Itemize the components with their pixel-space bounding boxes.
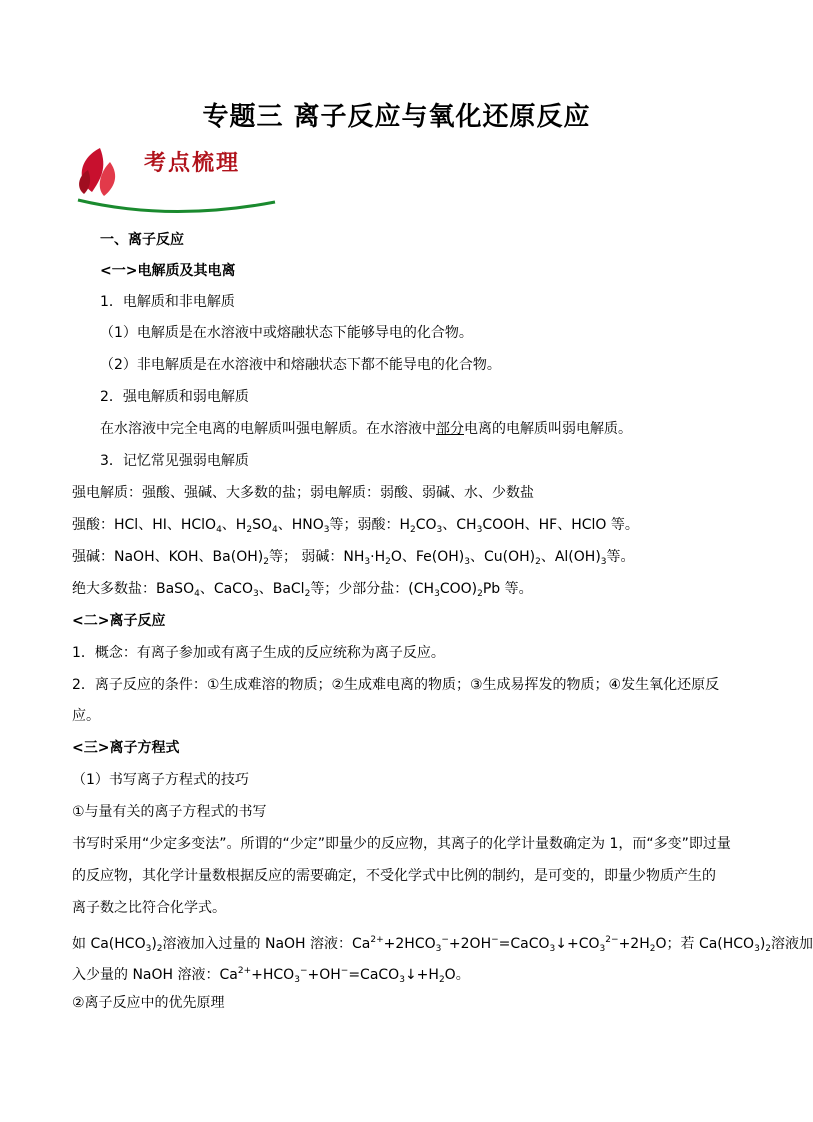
item-heading: 1．电解质和非电解质 [100,294,235,310]
item-heading: 2．强电解质和弱电解质 [100,389,249,405]
paragraph: （1）书写离子方程式的技巧 [72,772,249,788]
paragraph: 书写时采用“少定多变法”。所谓的“少定”即量少的反应物，其离子的化学计量数确定为 1，而“多变”即过量 [72,836,731,852]
chem-line-salts: 绝大多数盐：BaSO$_4$、CaCO$_3$、BaCl$_2$等；少部分盐：$(CH_3COO)_2Pb$ 等。 [72,581,533,599]
chem-line-strong-acids: 强酸：HCl、HI、HClO$_4$、$H_2SO_4$、$HNO_3$等；弱酸：$H_2CO_3$、$CH_3COOH$、HF、HClO 等。 [72,517,639,535]
paragraph: 2．离子反应的条件：①生成难溶的物质；②生成难电离的物质；③生成易挥发的物质；④发生氧化还原反 [72,677,720,693]
paragraph: 应。 [72,708,100,724]
page-title: 专题三 离子反应与氧化还原反应 [202,102,591,132]
subsection-heading: <三>离子方程式 [72,740,180,756]
item-heading: 3．记忆常见强弱电解质 [100,453,249,469]
paragraph: ②离子反应中的优先原理 [72,995,225,1011]
paragraph: 在水溶液中完全电离的电解质叫强电解质。在水溶液中部分电离的电解质叫弱电解质。 [100,421,632,437]
paragraph: 强电解质：强酸、强碱、大多数的盐；弱电解质：弱酸、弱碱、水、少数盐 [72,485,534,501]
chem-line-bases: 强碱：NaOH、KOH、$Ba(OH)_2$等； 弱碱：$NH_3\cdot H_2O$、$Fe(OH)_3$、$Cu(OH)_2$、$Al(OH)_3$等。 [72,549,635,567]
paragraph: （2）非电解质是在水溶液中和熔融状态下都不能导电的化合物。 [100,357,501,373]
paragraph: 1．概念：有离子参加或有离子生成的反应统称为离子反应。 [72,645,445,661]
paragraph: 的反应物，其化学计量数根据反应的需要确定，不受化学式中比例的制约，是可变的，即量少物质产生的 [72,868,716,884]
equation-line: 如 $Ca(HCO_3)_2$溶液加入过量的 NaOH 溶液：$Ca^{2+}+2HCO_3^-+2OH^-=CaCO_3↓+CO_3^{2-}+2H_2O$；若 $Ca(HCO_3)_2$溶液加 [72,935,813,954]
paragraph: （1）电解质是在水溶液中或熔融状态下能够导电的化合物。 [100,325,473,341]
equation-line: 入少量的 NaOH 溶液：$Ca^{2+}+HCO_3^-+OH^-=CaCO_3↓+H_2O$。 [72,966,470,985]
section-banner-title: 考点梳理 [144,150,241,176]
paragraph: 离子数之比符合化学式。 [72,900,226,916]
paragraph: ①与量有关的离子方程式的书写 [72,804,267,820]
subsection-heading: <一>电解质及其电离 [100,263,236,279]
subsection-heading: <二>离子反应 [72,613,166,629]
section-heading: 一、离子反应 [100,232,184,248]
